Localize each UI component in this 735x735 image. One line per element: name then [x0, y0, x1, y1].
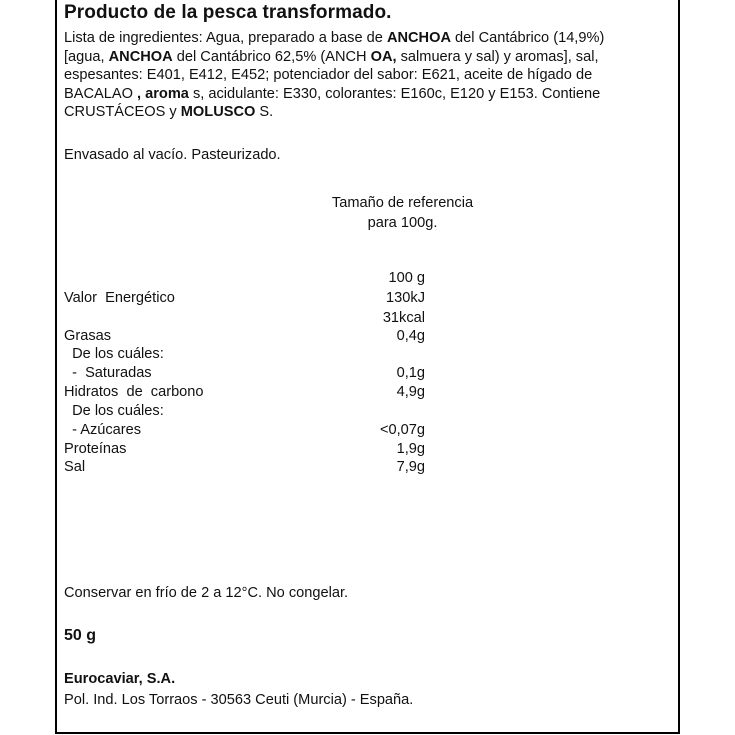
ingredients-allergen: ANCHOA: [108, 48, 173, 65]
nutrition-value: 31kcal: [382, 310, 425, 326]
reference-size-line2: para 100g.: [367, 215, 438, 231]
reference-size-line1: Tamaño de referencia: [331, 195, 474, 211]
ingredients-allergen: , aroma: [137, 85, 189, 102]
ingredients-segment: S.: [255, 104, 274, 121]
storage-instructions: Conservar en frío de 2 a 12°C. No congelar.: [64, 585, 349, 601]
nutrition-label: Proteínas: [64, 441, 127, 457]
net-weight: 50 g: [64, 627, 97, 644]
nutrition-label: Valor Energético: [64, 290, 175, 306]
nutrition-value: 0,1g: [396, 365, 425, 381]
nutrition-column-header: 100 g: [388, 270, 425, 286]
ingredients-allergen: OA,: [370, 48, 397, 65]
nutrition-sublabel: De los cuáles:: [64, 403, 164, 419]
ingredients-segment: del Cantábrico 62,5% (ANCH: [172, 48, 371, 65]
nutrition-label: - Azúcares: [64, 422, 142, 438]
ingredients-allergen: MOLUSCO: [180, 104, 256, 121]
packaging-note: Envasado al vacío. Pasteurizado.: [64, 147, 281, 163]
product-title: Producto de la pesca transformado.: [64, 2, 392, 23]
nutrition-label: Grasas: [64, 328, 112, 344]
nutrition-label: - Saturadas: [64, 365, 152, 381]
ingredients-allergen: ANCHOA: [386, 30, 451, 46]
ingredients-list: [64, 29, 644, 122]
nutrition-value: 4,9g: [396, 384, 425, 400]
nutrition-value: 130kJ: [386, 290, 425, 306]
nutrition-value: 0,4g: [396, 328, 425, 344]
nutrition-value: 7,9g: [396, 459, 425, 475]
ingredients-segment: del Cantábrico (14,9%) [agua,: [64, 30, 605, 65]
nutrition-sublabel: De los cuáles:: [64, 346, 164, 362]
ingredients-segment: s, acidulante: E330, colorantes: E160c, E120 y E153. Contiene CRUSTÁCEOS y: [64, 85, 601, 121]
nutrition-label: Sal: [64, 459, 86, 475]
nutrition-value: <0,07g: [379, 422, 425, 438]
nutrition-value: 1,9g: [396, 441, 425, 457]
ingredients-segment: Lista de ingredientes: Agua, preparado a base de: [64, 30, 387, 46]
ingredients-segment: salmuera y sal) y aromas], sal, espesantes: E401, E412, E452; potenciador del sabor: E621, aceite de hígado de BACALAO: [64, 48, 599, 102]
company-name: Eurocaviar, S.A.: [64, 671, 176, 687]
company-address: Pol. Ind. Los Torraos - 30563 Ceuti (Murcia) - España.: [64, 692, 414, 708]
nutrition-label: Hidratos de carbono: [64, 384, 204, 400]
